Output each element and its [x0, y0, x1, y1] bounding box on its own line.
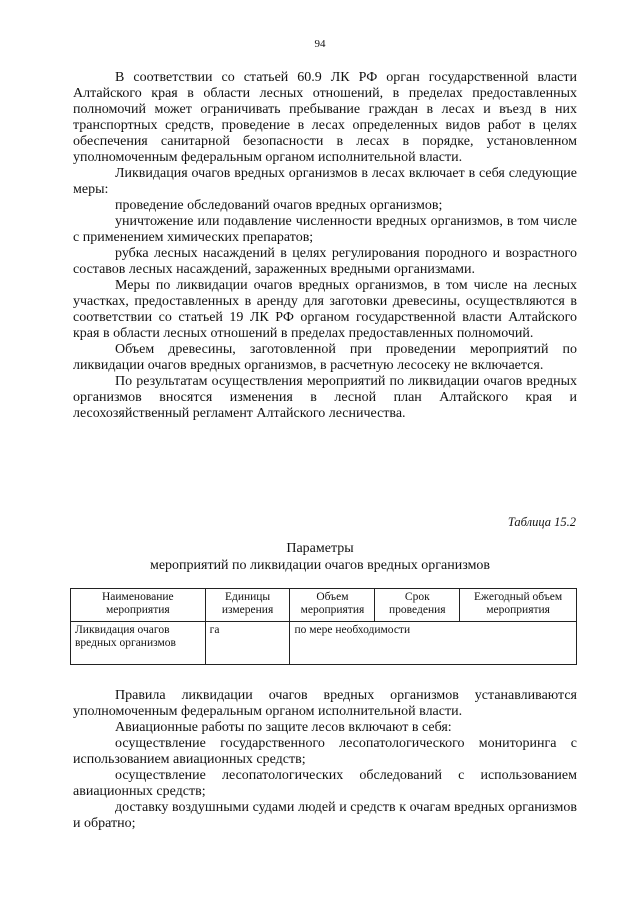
parameters-table [70, 588, 577, 665]
paragraph: Ликвидация очагов вредных организмов в лесах включает в себя следующие меры: [73, 166, 577, 197]
table-cell-name: Ликвидация очагов вредных организмов [71, 622, 206, 665]
table-header-cell: Объем мероприятия [290, 589, 375, 622]
table-header-cell: Ежегодный объем мероприятия [460, 589, 577, 622]
text-block-bottom [73, 688, 577, 832]
list-item: проведение обследований очагов вредных организмов; [115, 198, 443, 213]
table-reference: Таблица 15.2 [507, 515, 576, 529]
text-block-top [73, 70, 577, 422]
table-cell-volume: по мере необходимости [290, 622, 577, 665]
table-title [0, 540, 640, 574]
list-item: осуществление государственного лесопатологического мониторинга с использованием авиационных средств; [73, 736, 577, 767]
paragraph: По результатам осуществления мероприятий по ликвидации очагов вредных организмов вносятся изменения в лесной план Алтайского края и лесохозяйственный регламент Алтайского лесничества. [73, 374, 577, 421]
table-title-line-2: мероприятий по ликвидации очагов вредных организмов [149, 558, 491, 573]
table-header-cell: Срок проведения [375, 589, 460, 622]
table-title-line-1: Параметры [286, 541, 354, 556]
list-item: уничтожение или подавление численности вредных организмов, в том числе с применением химических препаратов; [73, 214, 577, 245]
parameters-table-container [70, 588, 577, 665]
table-header-cell: Наименование мероприятия [71, 589, 206, 622]
paragraph: Правила ликвидации очагов вредных организмов устанавливаются уполномоченным федеральным органом исполнительной власти. [73, 688, 577, 719]
table-header-row [71, 589, 577, 622]
paragraph: В соответствии со статьей 60.9 ЛК РФ орган государственной власти Алтайского края в области лесных отношений, в пределах предоставленных полномочий может ограничивать пребывание граждан в лесах и въезд в них транспортных средств, проведение в лесах определенных видов работ в целях обеспечения санитарной безопасности в лесах в порядке, установленном уполномоченным федеральным органом исполнительной власти. [73, 70, 577, 165]
list-item: рубка лесных насаждений в целях регулирования породного и возрастного составов лесных насаждений, зараженных вредными организмами. [73, 246, 577, 277]
paragraph: Меры по ликвидации очагов вредных организмов, в том числе на лесных участках, предоставленных в аренду для заготовки древесины, осуществляются в соответствии со статьей 19 ЛК РФ органом государственной власти Алтайского края в области лесных отношений в пределах предоставленных полномочий. [73, 278, 577, 341]
page-number: 94 [314, 38, 326, 50]
list-item: осуществление лесопатологических обследований с использованием авиационных средств; [73, 768, 577, 799]
table-cell-units: га [205, 622, 290, 665]
list-item: доставку воздушными судами людей и средств к очагам вредных организмов и обратно; [73, 800, 577, 831]
paragraph: Авиационные работы по защите лесов включают в себя: [115, 720, 452, 735]
paragraph: Объем древесины, заготовленной при проведении мероприятий по ликвидации очагов вредных организмов, в расчетную лесосеку не включается. [73, 342, 577, 373]
table-header-cell: Единицы измерения [205, 589, 290, 622]
table-row [71, 622, 577, 665]
